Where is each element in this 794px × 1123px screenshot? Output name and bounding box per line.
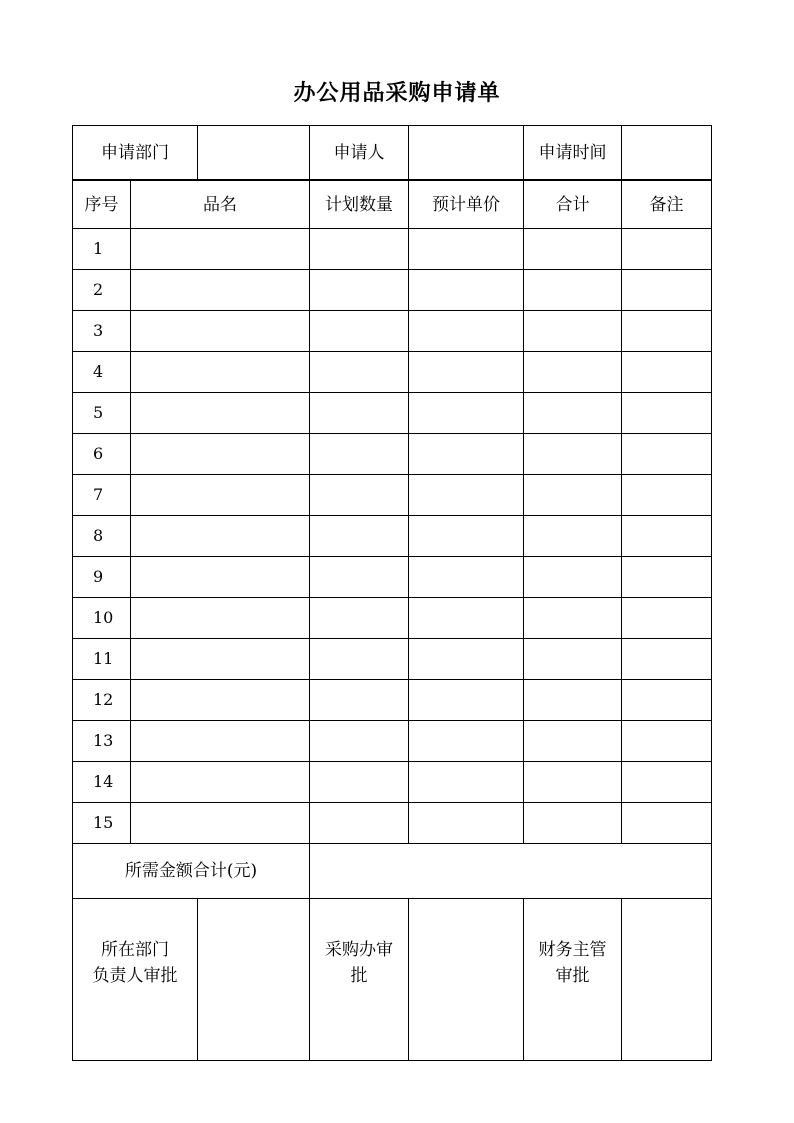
unit-price-field[interactable] [409, 598, 524, 639]
remarks-field[interactable] [622, 639, 712, 680]
remarks-field[interactable] [622, 680, 712, 721]
purchasing-approval-label [310, 899, 409, 1061]
quantity-field[interactable] [310, 762, 409, 803]
total-row [73, 844, 712, 899]
table-row [73, 639, 712, 680]
col-index-header: 序号 [73, 180, 131, 229]
total-amount-field[interactable] [310, 844, 712, 899]
row-index: 3 [73, 311, 131, 352]
item-name-field[interactable] [131, 516, 310, 557]
unit-price-field[interactable] [409, 475, 524, 516]
quantity-field[interactable] [310, 721, 409, 762]
line-total-field[interactable] [524, 475, 622, 516]
row-index: 7 [73, 475, 131, 516]
unit-price-field[interactable] [409, 311, 524, 352]
table-row [73, 352, 712, 393]
line-total-field[interactable] [524, 803, 622, 844]
item-name-field[interactable] [131, 393, 310, 434]
dept-head-approval-line1: 所在部门 [101, 940, 169, 960]
unit-price-field[interactable] [409, 270, 524, 311]
col-remarks-header: 备注 [622, 180, 712, 229]
row-index: 14 [73, 762, 131, 803]
purchasing-approval-line1: 采购办审 [325, 940, 393, 960]
item-name-field[interactable] [131, 270, 310, 311]
table-row [73, 270, 712, 311]
table-row [73, 434, 712, 475]
line-total-field[interactable] [524, 270, 622, 311]
quantity-field[interactable] [310, 434, 409, 475]
row-index: 8 [73, 516, 131, 557]
quantity-field[interactable] [310, 393, 409, 434]
total-amount-label: 所需金额合计(元) [73, 844, 310, 899]
department-field[interactable] [198, 126, 310, 181]
unit-price-field[interactable] [409, 762, 524, 803]
row-index: 13 [73, 721, 131, 762]
item-name-field[interactable] [131, 229, 310, 270]
remarks-field[interactable] [622, 721, 712, 762]
remarks-field[interactable] [622, 557, 712, 598]
quantity-field[interactable] [310, 557, 409, 598]
table-row [73, 311, 712, 352]
request-time-field[interactable] [622, 126, 712, 181]
remarks-field[interactable] [622, 762, 712, 803]
row-index: 5 [73, 393, 131, 434]
item-name-field[interactable] [131, 680, 310, 721]
line-total-field[interactable] [524, 680, 622, 721]
row-index: 15 [73, 803, 131, 844]
quantity-field[interactable] [310, 270, 409, 311]
table-row [73, 393, 712, 434]
table-row [73, 721, 712, 762]
table-row [73, 516, 712, 557]
unit-price-field[interactable] [409, 557, 524, 598]
item-name-field[interactable] [131, 475, 310, 516]
table-row [73, 762, 712, 803]
approval-row [73, 899, 712, 1061]
line-total-field[interactable] [524, 598, 622, 639]
item-name-field[interactable] [131, 311, 310, 352]
request-time-label: 申请时间 [524, 126, 622, 181]
quantity-field[interactable] [310, 803, 409, 844]
quantity-field[interactable] [310, 680, 409, 721]
purchase-request-table [72, 125, 712, 1061]
remarks-field[interactable] [622, 393, 712, 434]
row-index: 2 [73, 270, 131, 311]
dept-head-approval-field[interactable] [198, 899, 310, 1061]
quantity-field[interactable] [310, 639, 409, 680]
item-name-field[interactable] [131, 352, 310, 393]
line-total-field[interactable] [524, 516, 622, 557]
col-quantity-header: 计划数量 [310, 180, 409, 229]
row-index: 10 [73, 598, 131, 639]
col-name-header: 品名 [131, 180, 310, 229]
line-total-field[interactable] [524, 352, 622, 393]
table-row [73, 598, 712, 639]
unit-price-field[interactable] [409, 803, 524, 844]
line-total-field[interactable] [524, 229, 622, 270]
row-index: 4 [73, 352, 131, 393]
remarks-field[interactable] [622, 270, 712, 311]
row-index: 11 [73, 639, 131, 680]
unit-price-field[interactable] [409, 516, 524, 557]
quantity-field[interactable] [310, 598, 409, 639]
col-unit-price-header: 预计单价 [409, 180, 524, 229]
row-index: 12 [73, 680, 131, 721]
dept-head-approval-label [73, 899, 198, 1061]
finance-approval-line1: 财务主管 [538, 940, 607, 960]
finance-approval-line2: 审批 [555, 966, 590, 986]
finance-approval-field[interactable] [622, 899, 712, 1061]
line-total-field[interactable] [524, 762, 622, 803]
item-name-field[interactable] [131, 762, 310, 803]
item-name-field[interactable] [131, 803, 310, 844]
remarks-field[interactable] [622, 475, 712, 516]
table-row [73, 229, 712, 270]
remarks-field[interactable] [622, 434, 712, 475]
purchasing-approval-field[interactable] [409, 899, 524, 1061]
line-total-field[interactable] [524, 311, 622, 352]
quantity-field[interactable] [310, 352, 409, 393]
table-row [73, 557, 712, 598]
remarks-field[interactable] [622, 516, 712, 557]
finance-approval-label [524, 899, 622, 1061]
quantity-field[interactable] [310, 516, 409, 557]
unit-price-field[interactable] [409, 639, 524, 680]
purchasing-approval-line2: 批 [350, 966, 368, 986]
page-title: 办公用品采购申请单 [293, 80, 501, 106]
table-row [73, 803, 712, 844]
line-total-field[interactable] [524, 557, 622, 598]
remarks-field[interactable] [622, 229, 712, 270]
item-name-field[interactable] [131, 598, 310, 639]
row-index: 9 [73, 557, 131, 598]
item-name-field[interactable] [131, 639, 310, 680]
unit-price-field[interactable] [409, 680, 524, 721]
remarks-field[interactable] [622, 598, 712, 639]
dept-head-approval-line2: 负责人审批 [92, 966, 178, 986]
quantity-field[interactable] [310, 229, 409, 270]
table-row [73, 475, 712, 516]
unit-price-field[interactable] [409, 352, 524, 393]
item-name-field[interactable] [131, 721, 310, 762]
remarks-field[interactable] [622, 352, 712, 393]
column-header-row [73, 180, 712, 229]
line-total-field[interactable] [524, 434, 622, 475]
col-total-header: 合计 [524, 180, 622, 229]
row-index: 1 [73, 229, 131, 270]
line-total-field[interactable] [524, 721, 622, 762]
quantity-field[interactable] [310, 475, 409, 516]
applicant-label: 申请人 [310, 126, 409, 181]
quantity-field[interactable] [310, 311, 409, 352]
row-index: 6 [73, 434, 131, 475]
line-total-field[interactable] [524, 393, 622, 434]
unit-price-field[interactable] [409, 393, 524, 434]
applicant-field[interactable] [409, 126, 524, 181]
item-name-field[interactable] [131, 557, 310, 598]
unit-price-field[interactable] [409, 229, 524, 270]
table-row [73, 680, 712, 721]
department-label: 申请部门 [73, 126, 198, 181]
item-name-field[interactable] [131, 434, 310, 475]
line-total-field[interactable] [524, 639, 622, 680]
unit-price-field[interactable] [409, 721, 524, 762]
remarks-field[interactable] [622, 803, 712, 844]
header-row [73, 126, 712, 181]
remarks-field[interactable] [622, 311, 712, 352]
unit-price-field[interactable] [409, 434, 524, 475]
